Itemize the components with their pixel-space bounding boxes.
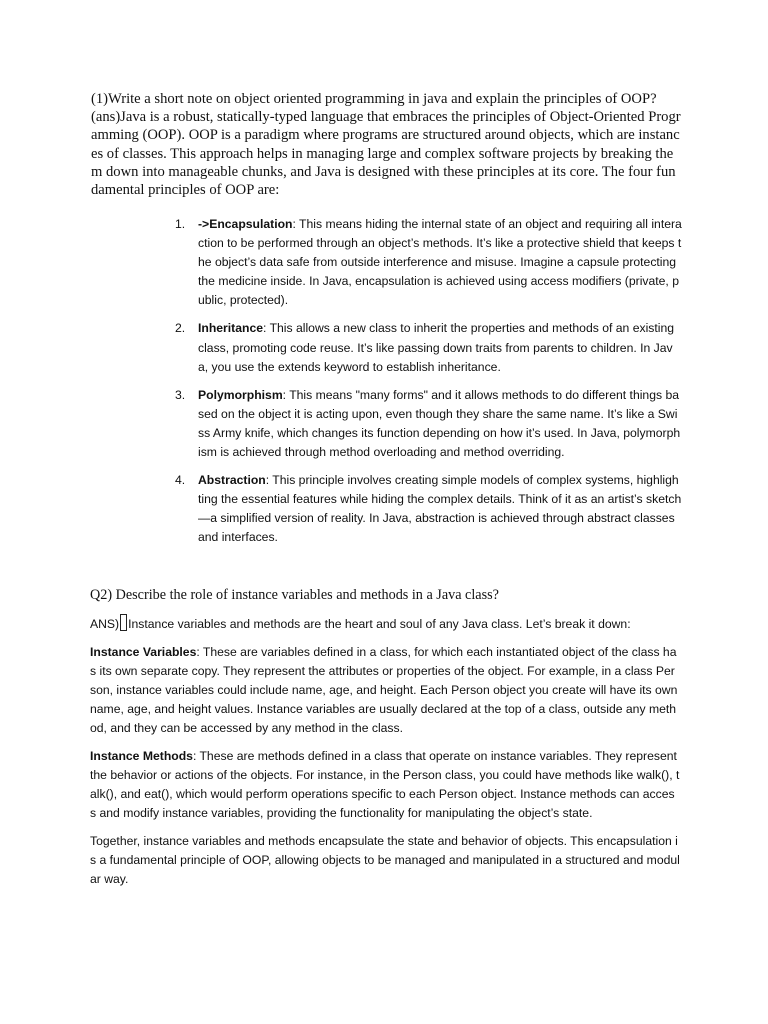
principle-prefix: -> (198, 217, 210, 231)
instance-methods-text: : These are methods defined in a class that operate on instance variables. They represent the behavior or actions of the objects. For instance, in the Person class, you could have methods like walk(), talk(), and eat(), which would perform operations specific to each Person object. Instance methods can access and modify instance variables, providing the functionality for manipulating the object’s state. (90, 749, 680, 820)
principle-text: : This allows a new class to inherit the properties and methods of an existing class, promoting code reuse. It’s like passing down traits from parents to children. In Java, you use the extends keyword to establish inheritance. (198, 321, 675, 374)
text-cursor-box (120, 614, 127, 631)
principle-item-encapsulation (170, 215, 682, 310)
principle-item-abstraction (170, 471, 682, 547)
list-number: 3. (175, 387, 186, 402)
principle-text: : This means "many forms" and it allows methods to do different things based on the object it is acting upon, even though they share the same name. It’s like a Swiss Army knife, which changes its function depending on how it’s used. In Java, polymorphism is achieved through method overloading and method overriding. (198, 387, 681, 460)
oop-principles-list (170, 215, 682, 557)
principle-text: : This principle involves creating simple models of complex systems, highlighting the essential features while hiding the complex details. Think of it as an artist’s sketch—a simplified version of reality. In Java, abstraction is achieved through abstract classes and interfaces. (198, 473, 682, 545)
principle-item-inheritance (170, 319, 682, 376)
answer-prefix: ANS) (90, 617, 120, 631)
instance-variables-term: Instance Variables (90, 645, 197, 659)
question-2-answer-block (90, 614, 680, 898)
instance-variables-text: : These are variables defined in a class, for which each instantiated object of the class has its own separate copy. They represent the attributes or properties of the object. For example, in a class Person, instance variables could include name, age, and height. Each Person object you create will have its own name, age, and height values. Instance variables are usually declared at the top of a class, outside any method, and they can be accessed by any method in the class. (90, 645, 678, 735)
instance-variables-paragraph (90, 643, 680, 738)
question-2-title: Q2) Describe the role of instance variables and methods in a Java class? (90, 587, 499, 603)
list-number: 1. (175, 217, 186, 231)
principle-term: Abstraction (198, 473, 266, 488)
instance-methods-paragraph (90, 747, 680, 823)
instance-methods-term: Instance Methods (90, 749, 193, 763)
question-1-answer: (ans)Java is a robust, statically-typed language that embraces the principles of Object-Oriented Programming (OOP). OOP is a paradigm where programs are structured around objects, which are instances of classes. This approach helps in managing large and complex software projects by breaking them down into manageable chunks, and Java is designed with these principles at its core. The four fundamental principles of OOP are: (91, 109, 681, 199)
list-number: 4. (175, 473, 186, 488)
conclusion-paragraph: Together, instance variables and methods encapsulate the state and behavior of objects. This encapsulation is a fundamental principle of OOP, allowing objects to be managed and manipulated in a structured and modular way. (90, 834, 680, 886)
question-1-block (91, 90, 681, 199)
answer-intro-paragraph (90, 614, 680, 634)
answer-intro-text: Instance variables and methods are the heart and soul of any Java class. Let’s break it down: (128, 617, 631, 631)
principle-text: : This means hiding the internal state of an object and requiring all interaction to be performed through an object’s methods. It’s like a protective shield that keeps the object’s data safe from outside interference and misuse. Imagine a capsule protecting the medicine inside. In Java, encapsulation is achieved using access modifiers (private, public, protected). (198, 217, 682, 308)
principle-item-polymorphism (170, 386, 682, 462)
question-1-title: (1)Write a short note on object oriented programming in java and explain the principles of OOP? (91, 91, 657, 107)
principle-term: Polymorphism (198, 387, 283, 402)
principle-term: Encapsulation (209, 217, 293, 231)
principle-term: Inheritance (198, 321, 264, 336)
list-number: 2. (175, 321, 186, 336)
